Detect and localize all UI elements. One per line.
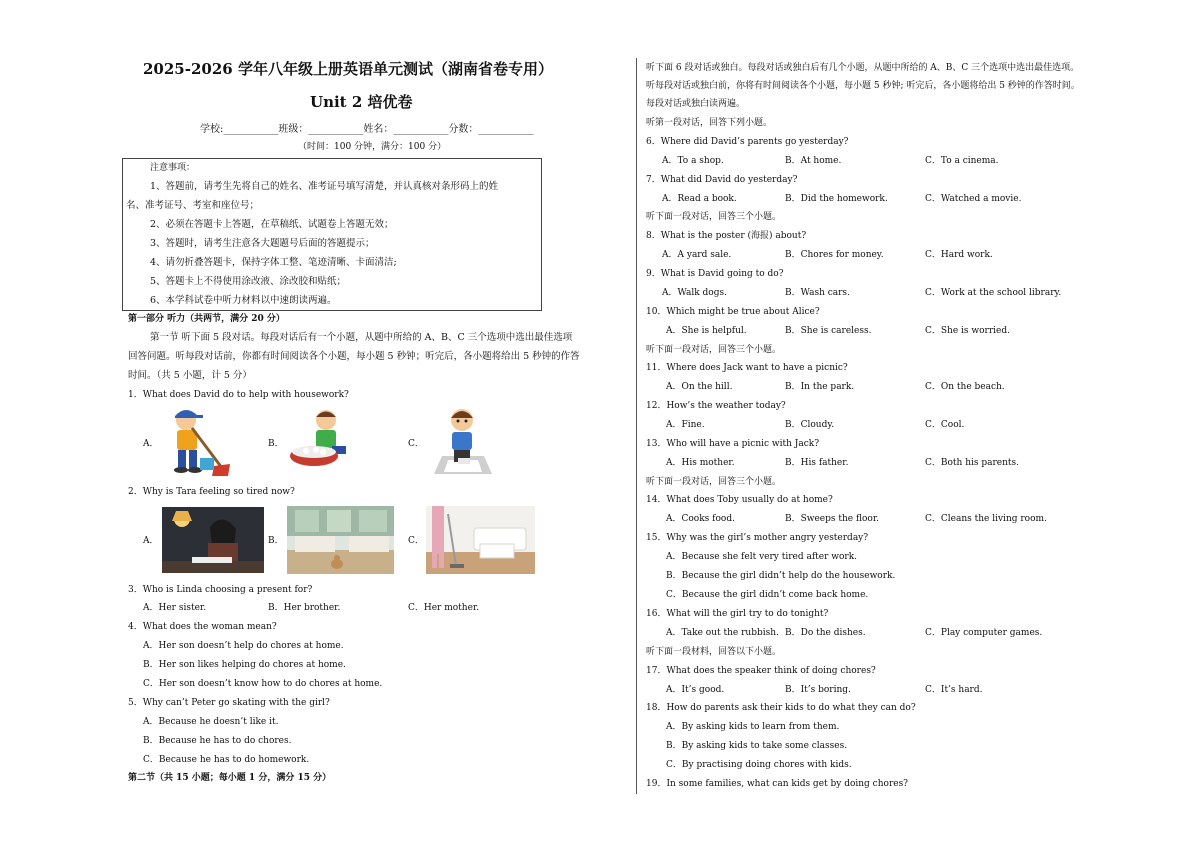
listening-prompt: 听第一段对话，回答下列小题。 [646, 118, 773, 128]
q15-option-a: A．Because she felt very tired after work. [666, 552, 858, 562]
question-18: 18．How do parents ask their kids to do what they can do? [646, 703, 916, 713]
boy-sweeping-illustration [162, 406, 232, 478]
q16-option-c: C．Play computer games. [925, 628, 1043, 638]
q7-option-c: C．Watched a movie. [925, 194, 1022, 204]
notes-item: 1、答题前，请考生先将自己的姓名、准考证号填写清楚，并认真核对条形码上的姓 [150, 181, 499, 192]
question-11: 11．Where does Jack want to have a picnic? [646, 363, 848, 373]
question-19: 19．In some families, what can kids get by doing chores? [646, 779, 909, 789]
option-letter-c: C． [408, 439, 424, 449]
q8-option-a: A．A yard sale. [662, 250, 732, 260]
q4-option-c: C．Her son doesn’t know how to do chores at home. [143, 679, 383, 689]
question-13: 13．Who will have a picnic with Jack? [646, 439, 820, 449]
q9-option-a: A．Walk dogs. [662, 288, 727, 298]
listening-prompt: 听下面一段对话，回答三个小题。 [646, 212, 782, 222]
question-15: 15．Why was the girl’s mother angry yesterday? [646, 533, 869, 543]
listening-prompt: 听下面一段对话，回答三个小题。 [646, 345, 782, 355]
q5-option-a: A．Because he doesn’t like it. [143, 717, 279, 727]
question-3: 3．Who is Linda choosing a present for? [128, 585, 313, 595]
notes-heading: 注意事项： [150, 163, 196, 173]
q7-option-b: B．Did the homework. [785, 194, 888, 204]
question-6: 6．Where did David’s parents go yesterday? [646, 137, 849, 147]
q7-option-a: A．Read a book. [662, 194, 737, 204]
notes-item: 5、答题卡上不得使用涂改液、涂改胶和贴纸； [150, 276, 347, 287]
option-letter-b: B． [268, 536, 284, 546]
part1-heading: 第一部分 听力（共两节，满分 20 分） [128, 314, 285, 324]
q10-option-a: A．She is helpful. [666, 326, 747, 336]
question-7: 7．What did David do yesterday? [646, 175, 798, 185]
q6-option-c: C．To a cinema. [925, 156, 999, 166]
q6-option-a: A．To a shop. [662, 156, 724, 166]
q11-option-a: A．On the hill. [666, 382, 733, 392]
q12-option-a: A．Fine. [666, 420, 705, 430]
q10-option-b: B．She is careless. [785, 326, 872, 336]
column-divider [636, 58, 637, 794]
question-8: 8．What is the poster (海报) about? [646, 231, 807, 241]
q14-option-a: A．Cooks food. [666, 514, 735, 524]
section1-instructions: 第一节 听下面 5 段对话。每段对话后有一个小题，从题中所给的 A、B、C 三个选项中选出最佳选项 [150, 332, 573, 343]
option-letter-a: A． [143, 439, 159, 449]
q4-option-a: A．Her son doesn’t help do chores at home. [143, 641, 344, 651]
q15-option-b: B．Because the girl didn’t help do the housework. [666, 571, 896, 581]
q12-option-c: C．Cool. [925, 420, 965, 430]
q14-option-b: B．Sweeps the floor. [785, 514, 879, 524]
q17-option-c: C．It’s hard. [925, 685, 983, 695]
question-14: 14．What does Toby usually do at home? [646, 495, 833, 505]
photo-girl-studying-at-night [162, 507, 264, 573]
notes-item: 2、必须在答题卡上答题，在草稿纸、试题卷上答题无效； [150, 219, 394, 230]
question-10: 10．Which might be true about Alice? [646, 307, 820, 317]
section1-instructions: 时间。（共 5 小题，计 5 分） [128, 370, 252, 381]
question-12: 12．How’s the weather today? [646, 401, 786, 411]
q15-option-c: C．Because the girl didn’t come back home. [666, 590, 869, 600]
q4-option-b: B．Her son likes helping do chores at home. [143, 660, 346, 670]
question-16: 16．What will the girl try to do tonight? [646, 609, 829, 619]
notes-item: 4、请勿折叠答题卡，保持字体工整、笔迹清晰、卡面清洁; [150, 257, 397, 268]
question-2: 2．Why is Tara feeling so tired now? [128, 487, 295, 497]
q10-option-c: C．She is worried. [925, 326, 1010, 336]
exam-subtitle: Unit 2 培优卷 [310, 93, 413, 111]
exam-time: （时间：100 分钟，满分：100 分） [298, 142, 447, 152]
q13-option-a: A．His mother. [666, 458, 735, 468]
q8-option-c: C．Hard work. [925, 250, 993, 260]
q5-option-c: C．Because he has to do homework. [143, 755, 310, 765]
listening-prompt: 听下面一段材料，回答以下小题。 [646, 647, 782, 657]
section2-instructions: 听下面 6 段对话或独白。每段对话或独白后有几个小题，从题中所给的 A、B、C 三个选项中选出最佳选项。 [646, 63, 1080, 73]
q13-option-b: B．His father. [785, 458, 849, 468]
section2-instructions: 每段对话或独白读两遍。 [646, 99, 746, 109]
notes-item: 名、准考证号、考室和座位号； [126, 200, 260, 211]
option-letter-a: A． [143, 536, 159, 546]
question-17: 17．What does the speaker think of doing chores? [646, 666, 876, 676]
student-info-line: 学校:___________班级：___________姓名：___________分数：___________ [200, 124, 534, 135]
section1-instructions: 回答问题。听每段对话前，你都有时间阅读各个小题，每小题 5 秒钟；听完后，各小题将给出 5 秒钟的作答 [128, 351, 580, 362]
question-9: 9．What is David going to do? [646, 269, 784, 279]
q3-option-c: C．Her mother. [408, 603, 480, 613]
q11-option-b: B．In the park. [785, 382, 855, 392]
notes-item: 6、本学科试卷中听力材料以中速朗读两遍。 [150, 295, 337, 306]
q18-option-b: B．By asking kids to take some classes. [666, 741, 848, 751]
q14-option-c: C．Cleans the living room. [925, 514, 1047, 524]
q18-option-a: A．By asking kids to learn from them. [666, 722, 840, 732]
q17-option-a: A．It’s good. [666, 685, 725, 695]
q5-option-b: B．Because he has to do chores. [143, 736, 292, 746]
section2-heading: 第二节（共 15 小题；每小题 1 分，满分 15 分） [128, 773, 332, 783]
listening-prompt: 听下面一段对话，回答三个小题。 [646, 477, 782, 487]
boy-mopping-floor-illustration [428, 406, 498, 478]
q6-option-b: B．At home. [785, 156, 842, 166]
section2-instructions: 听每段对话或独白前，你将有时间阅读各个小题，每小题 5 秒钟; 听完后，各小题将给出 5 秒钟的作答时间。 [646, 81, 1080, 91]
q8-option-b: B．Chores for money. [785, 250, 884, 260]
q9-option-c: C．Work at the school library. [925, 288, 1062, 298]
q12-option-b: B．Cloudy. [785, 420, 835, 430]
q16-option-b: B．Do the dishes. [785, 628, 866, 638]
photo-woman-mopping [426, 506, 535, 574]
option-letter-b: B． [268, 439, 284, 449]
q13-option-c: C．Both his parents. [925, 458, 1019, 468]
option-letter-c: C． [408, 536, 424, 546]
q9-option-b: B．Wash cars. [785, 288, 850, 298]
q18-option-c: C．By practising doing chores with kids. [666, 760, 852, 770]
question-1: 1．What does David do to help with housework? [128, 390, 349, 400]
q17-option-b: B．It’s boring. [785, 685, 851, 695]
q3-option-a: A．Her sister. [143, 603, 207, 613]
q3-option-b: B．Her brother. [268, 603, 341, 613]
notes-item: 3、答题时，请考生注意各大题题号后面的答题提示； [150, 238, 375, 249]
q16-option-a: A．Take out the rubbish. [666, 628, 779, 638]
q11-option-c: C．On the beach. [925, 382, 1005, 392]
question-4: 4．What does the woman mean? [128, 622, 277, 632]
question-5: 5．Why can’t Peter go skating with the girl? [128, 698, 330, 708]
boy-washing-clothes-illustration [288, 406, 358, 478]
exam-title: 2025-2026 学年八年级上册英语单元测试（湖南省卷专用） [143, 60, 553, 78]
photo-living-room-with-dog [287, 506, 394, 574]
